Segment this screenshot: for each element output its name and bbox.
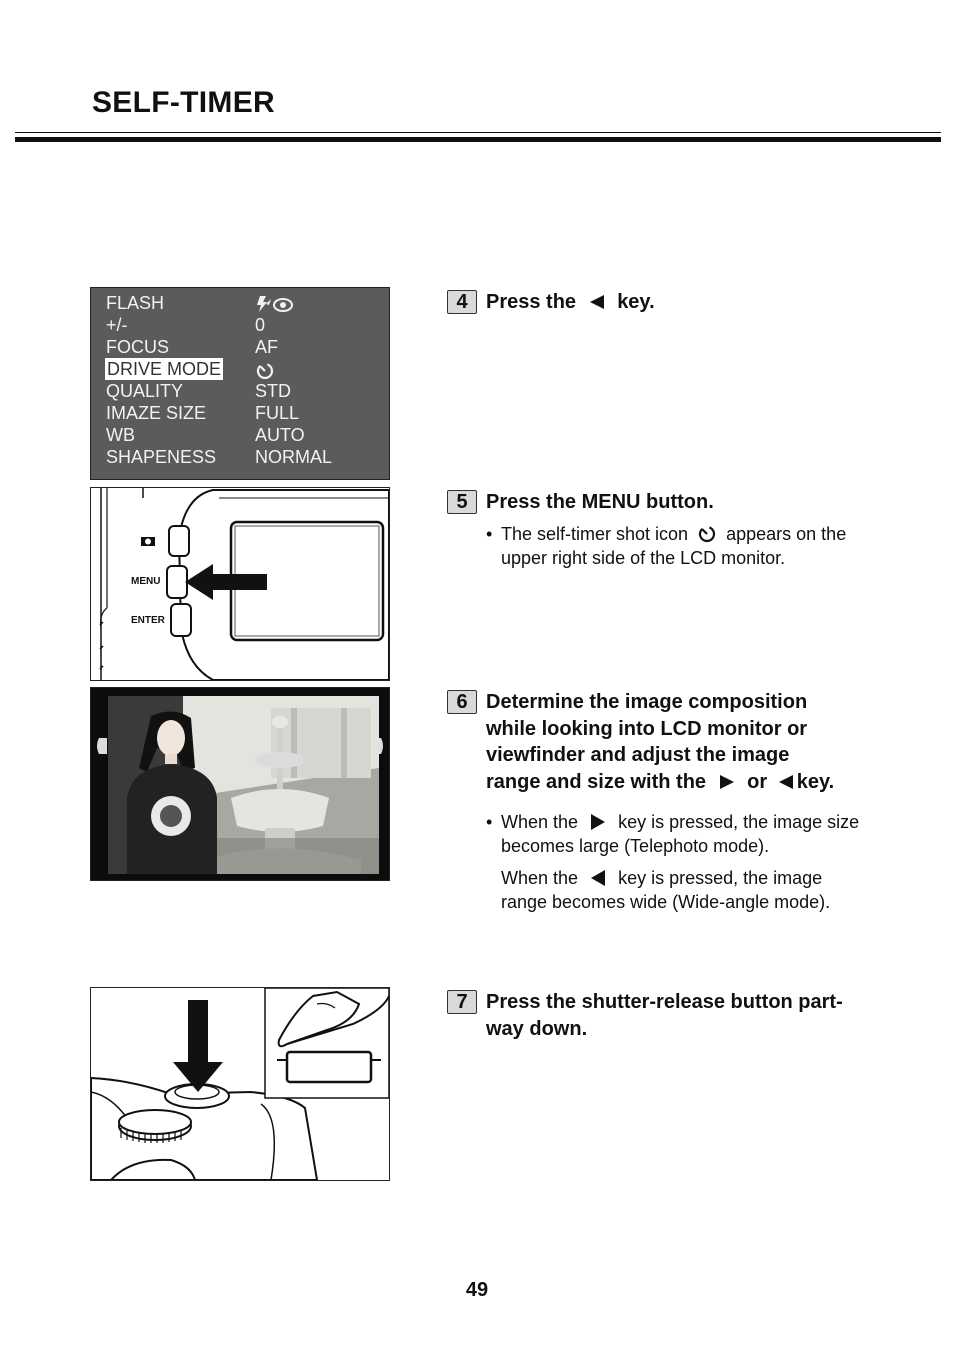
note-text: appears on the [726,524,847,544]
lcd-preview-photo [90,687,390,881]
note-text: key is pressed, the image size [618,812,860,832]
heading-text: Press the shutter-release button part- [486,991,843,1013]
menu-row-drive-mode [91,359,391,381]
self-timer-icon [255,359,275,380]
heading-text: Press the [486,291,577,313]
note-text: key is pressed, the image [618,868,823,888]
menu-row-image-size [91,403,391,425]
step-7-heading [486,989,843,1042]
heading-text: key. [796,770,835,793]
heading-text: Determine the image composition [486,691,808,713]
menu-label: WB [106,425,135,445]
menu-row-sharpness [91,447,391,469]
step-number: 6 [447,690,477,714]
menu-row-flash [91,293,391,315]
menu-value: AF [255,337,279,357]
menu-row-exposure [91,315,391,337]
page-number: 49 [465,1279,489,1301]
menu-value: 0 [255,315,266,335]
note-text: range becomes wide (Wide-angle mode). [501,892,831,912]
step-number: 7 [447,990,477,1014]
menu-value: FULL [255,403,300,423]
step-4-heading [486,289,655,316]
note-text: The self-timer shot icon [501,524,689,544]
heading-text: way down. [486,1017,588,1040]
heading-text: key. [617,291,655,313]
menu-row-quality [91,381,391,403]
right-arrow-key-icon [589,813,607,831]
left-arrow-key-icon [777,774,795,790]
heading-text: range and size with the [486,770,707,793]
menu-row-wb [91,425,391,447]
self-timer-icon [697,523,717,543]
right-arrow-key-icon [718,774,736,790]
note-text: becomes large (Telephoto mode). [501,836,770,856]
lcd-menu-screen [90,287,390,480]
step-number: 4 [447,290,477,314]
heading-text: viewfinder and adjust the image [486,744,790,766]
shutter-illustration [90,987,390,1181]
note-text: When the [501,812,579,832]
enter-button-label: ENTER [131,615,165,626]
step-6-heading [486,689,834,795]
menu-value: AUTO [255,425,305,445]
menu-value: STD [255,381,291,401]
menu-label: SHAPENESS [106,447,217,467]
flash-redeye-icon [255,293,295,313]
note-text: upper right side of the LCD monitor. [501,548,786,568]
menu-value: NORMAL [255,447,333,467]
menu-label: +/- [106,315,128,335]
menu-label: FLASH [106,293,165,313]
note-text: When the [501,868,579,888]
left-arrow-key-icon [589,869,607,887]
heading-text: while looking into LCD monitor or [486,717,808,740]
left-arrow-key-icon [588,294,606,310]
page-title: SELF-TIMER [92,86,275,119]
menu-button-label: MENU [131,576,161,587]
step-5-heading: Press the MENU button. [486,491,714,513]
header-rule-thin [15,132,941,133]
menu-row-focus [91,337,391,359]
menu-label-selected: DRIVE MODE [107,359,222,379]
header-rule-thick [15,137,941,142]
heading-text: or [747,770,768,793]
menu-label: FOCUS [106,337,169,357]
menu-label: IMAZE SIZE [106,403,207,423]
step-number: 5 [447,490,477,514]
camera-back-illustration [90,487,390,681]
menu-label: QUALITY [106,381,184,401]
